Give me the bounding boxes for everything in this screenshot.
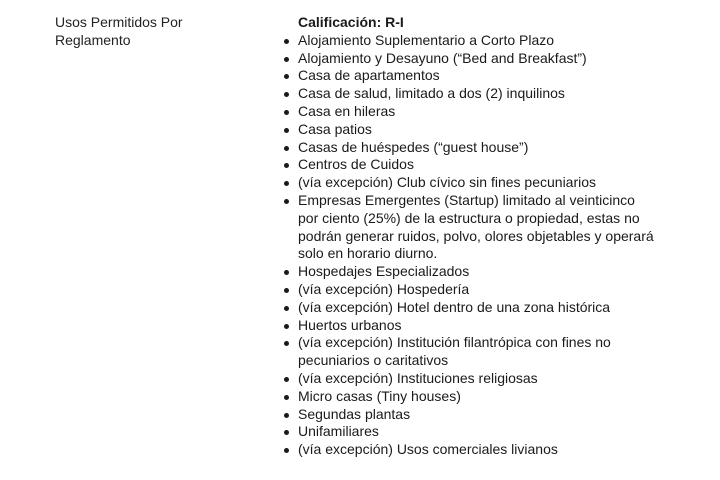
list-item: Hospedajes Especializados: [298, 263, 658, 281]
list-item: (vía excepción) Instituciones religiosas: [298, 370, 658, 388]
list-item: (vía excepción) Institución filantrópica con fines no pecuniarios o caritativos: [298, 334, 658, 370]
list-item: Casa de apartamentos: [298, 67, 658, 85]
permitted-uses-label: Usos Permitidos Por Reglamento: [55, 14, 183, 48]
list-item: Segundas plantas: [298, 406, 658, 424]
list-item: Alojamiento y Desayuno (“Bed and Breakfast”): [298, 50, 658, 68]
list-item: (vía excepción) Hospedería: [298, 281, 658, 299]
list-item: Centros de Cuidos: [298, 156, 658, 174]
zoning-classification-heading: Calificación: R-I: [298, 14, 404, 30]
permitted-uses-list: [298, 32, 658, 459]
list-item: Casas de huéspedes (“guest house”): [298, 139, 658, 157]
zoning-uses-section: [298, 14, 658, 459]
list-item: (vía excepción) Usos comerciales livianos: [298, 441, 658, 459]
list-item: Unifamiliares: [298, 423, 658, 441]
list-item: Casa patios: [298, 121, 658, 139]
list-item: Huertos urbanos: [298, 317, 658, 335]
list-item: (vía excepción) Hotel dentro de una zona histórica: [298, 299, 658, 317]
list-item: Micro casas (Tiny houses): [298, 388, 658, 406]
list-item: Empresas Emergentes (Startup) limitado al veinticinco por ciento (25%) de la estructura o propiedad, estas no podrán generar ruidos, polvo, olores objetables y operará solo en horario diurno.: [298, 192, 658, 263]
list-item: Casa de salud, limitado a dos (2) inquilinos: [298, 85, 658, 103]
list-item: Casa en hileras: [298, 103, 658, 121]
list-item: Alojamiento Suplementario a Corto Plazo: [298, 32, 658, 50]
list-item: (vía excepción) Club cívico sin fines pecuniarios: [298, 174, 658, 192]
